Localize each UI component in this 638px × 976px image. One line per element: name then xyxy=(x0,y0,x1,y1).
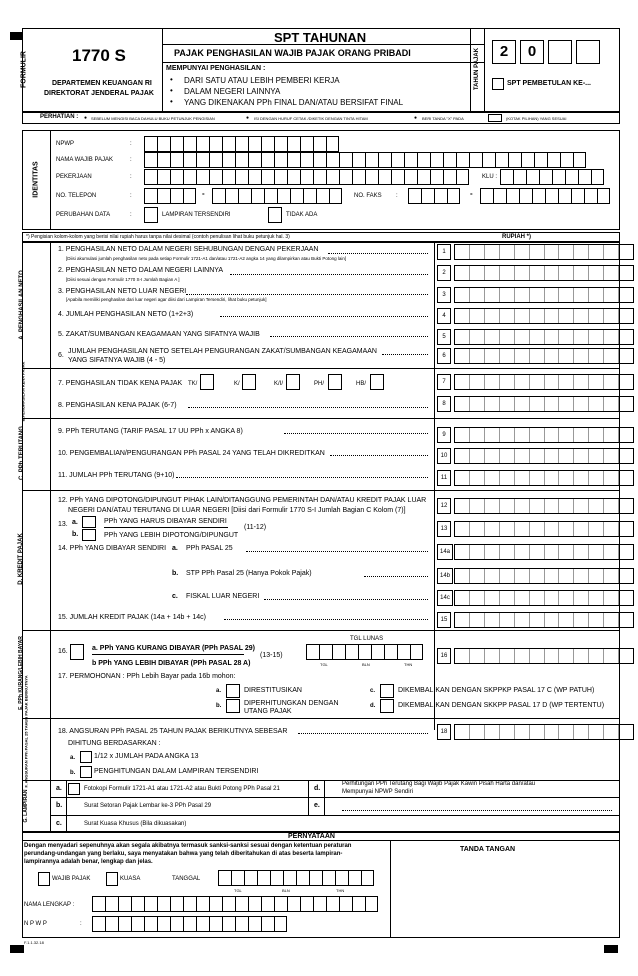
item-18a-label: 1/12 x JUMLAH PADA ANGKA 13 xyxy=(94,753,199,760)
line-number: 14c xyxy=(437,590,453,606)
line-number: 14b xyxy=(437,568,453,584)
tgl-lunas-label: TGL LUNAS xyxy=(350,636,384,642)
item-14a-label: PPh PASAL 25 xyxy=(186,545,233,552)
tax-year-digit-2[interactable]: 0 xyxy=(520,40,544,64)
colon: : xyxy=(130,157,132,163)
item-18-basis-label: DIHITUNG BERDASARKAN : xyxy=(68,740,161,747)
item-6-number: 6. xyxy=(58,352,64,359)
ptkp-tk-label: TK/ xyxy=(188,381,198,387)
ptkp-ph-input[interactable] xyxy=(328,374,342,390)
page-title: SPT TAHUNAN xyxy=(274,30,367,45)
pernyataan-text-3: lampirannya adalah benar, lengkap dan jelas. xyxy=(24,859,153,865)
item-14c-letter: c. xyxy=(172,593,178,600)
tanggal-input[interactable] xyxy=(218,870,374,886)
amount-16-input[interactable] xyxy=(454,648,634,664)
restitusi-checkbox[interactable] xyxy=(226,684,240,698)
colon: : xyxy=(130,141,132,147)
page-subtitle: PAJAK PENGHASILAN WAJIB PAJAK ORANG PRIBADI xyxy=(174,48,411,58)
lampiran-a-checkbox[interactable] xyxy=(68,783,80,795)
item-4-label: 4. JUMLAH PENGHASILAN NETO (1+2+3) xyxy=(58,311,194,318)
item-14c-label: FISKAL LUAR NEGERI xyxy=(186,593,260,600)
item-2-sub: [Diisi sesuai dengan Formulir 1770 S-I Jumlah Bagian A ] xyxy=(66,277,180,282)
line-number: 12 xyxy=(437,498,451,514)
ptkp-k-label: K/ xyxy=(234,381,240,387)
item-17c-label: DIKEMBALIKAN DENGAN SKPPKP PASAL 17 C (WP PATUH) xyxy=(398,687,595,694)
colon: : xyxy=(80,921,82,927)
item-1-label: 1. PENGHASILAN NETO DALAM NEGERI SEHUBUNGAN DENGAN PEKERJAAN xyxy=(58,246,319,253)
amount-14a-input[interactable] xyxy=(454,544,634,560)
colon: : xyxy=(130,212,132,218)
bln-label: BLN xyxy=(282,888,290,893)
item-14b-letter: b. xyxy=(172,570,179,577)
pernyataan-text-1: Dengan menyadari sepenuhnya akan segala akibatnya termasuk sanksi-sanksi sesuai dengan ketentuan peraturan xyxy=(24,843,352,849)
tgl-label: TGL xyxy=(320,662,328,667)
item-12-label: 12. PPh YANG DIPOTONG/DIPUNGUT PIHAK LAIN/DITANGGUNG PEMERINTAH DAN/ATAU KREDIT PAJAK LUAR xyxy=(58,497,427,504)
line-number: 15 xyxy=(437,612,451,628)
thn-label: THN xyxy=(336,888,345,893)
tax-year-digit-4[interactable] xyxy=(576,40,600,64)
checkbox-example xyxy=(488,114,502,122)
dash: - xyxy=(470,189,473,198)
bullet: ● xyxy=(246,115,250,121)
pernyataan-title: PERNYATAAN xyxy=(288,833,335,840)
perubahan-label: PERUBAHAN DATA xyxy=(56,212,111,218)
lampiran-c-letter: c. xyxy=(56,820,62,827)
lampiran-d-label: Perhitungan PPh Terutang Bagi Wajib Pajak Kawin Pisah Harta dan/atau xyxy=(342,781,536,787)
rupiah-note: *) Pengisian kolom-kolom yang berisi nilai rupiah harus tanpa nilai desimal (contoh penulisan lihat buku petunjuk hal. 3) xyxy=(26,234,290,240)
lampiran-a-letter: a. xyxy=(56,785,62,792)
item-13b-letter: b. xyxy=(72,531,79,538)
bullet: • xyxy=(170,97,173,106)
amount-11-input[interactable] xyxy=(454,470,634,486)
ptkp-ki-input[interactable] xyxy=(286,374,300,390)
tax-year-label: TAHUN PAJAK xyxy=(474,47,480,91)
item-16-number: 16. xyxy=(58,648,68,655)
item-16-checkbox[interactable] xyxy=(70,644,84,660)
directorate-name: DIREKTORAT JENDERAL PAJAK xyxy=(44,90,154,97)
item-11-label: 11. JUMLAH PPh TERUTANG (9+10) xyxy=(58,472,175,479)
nama-input[interactable] xyxy=(144,152,586,168)
amount-2-input[interactable] xyxy=(454,265,634,281)
line-number: 7 xyxy=(437,374,451,390)
formulir-label: FORMULIR xyxy=(20,51,28,88)
item-13a-checkbox[interactable] xyxy=(82,516,96,528)
line-number: 14a xyxy=(437,544,453,560)
item-17b-letter: b. xyxy=(216,703,222,709)
lampiran-d-letter: d. xyxy=(314,785,321,792)
bullet: • xyxy=(170,75,173,84)
line-number: 11 xyxy=(437,470,451,486)
amount-18-input[interactable] xyxy=(454,724,634,740)
item-17d-label: DIKEMBALIKAN DENGAN SKKPP PASAL 17 D (WP TERTENTU) xyxy=(398,702,605,709)
tanggal-label: TANGGAL xyxy=(172,876,201,882)
amount-1-input[interactable] xyxy=(454,244,634,260)
item-10-label: 10. PENGEMBALIAN/PENGURANGAN PPh PASAL 24 YANG TELAH DIKREDITKAN xyxy=(58,450,325,457)
lampiran-a-label: Fotokopi Formulir 1721-A1 atau 1721-A2 atau Bukti Potong PPh Pasal 21 xyxy=(84,786,280,792)
pernyataan-text-2: perundang-undangan yang berlaku, saya menyatakan bahwa yang telah diberitahukan di atas beserta lampiran- xyxy=(24,851,343,857)
income-heading: MEMPUNYAI PENGHASILAN : xyxy=(166,65,266,72)
income-option-2: DALAM NEGERI LAINNYA xyxy=(184,87,281,96)
lampiran-e-letter: e. xyxy=(314,802,320,809)
item-17b-label: DIPERHITUNGKAN DENGAN UTANG PAJAK xyxy=(244,700,339,715)
spt-pembetulan-checkbox[interactable] xyxy=(492,78,504,90)
item-18-label: 18. ANGSURAN PPh PASAL 25 TAHUN PAJAK BERIKUTNYA SEBESAR xyxy=(58,728,288,735)
bullet: ● xyxy=(414,115,418,121)
perhatian-label: PERHATIAN : xyxy=(40,114,79,120)
bullet: ● xyxy=(84,115,88,121)
item-6-label-b: YANG SIFATNYA WAJIB (4 - 5) xyxy=(68,357,166,364)
tidak-ada-checkbox[interactable] xyxy=(268,207,282,223)
amount-13-input[interactable] xyxy=(454,521,634,537)
item-18b-letter: b. xyxy=(70,770,76,776)
item-5-label: 5. ZAKAT/SUMBANGAN KEAGAMAAN YANG SIFATNYA WAJIB xyxy=(58,331,260,338)
corner-mark xyxy=(10,945,24,953)
line-number: 1 xyxy=(437,244,451,260)
amount-3-input[interactable] xyxy=(454,287,634,303)
amount-9-input[interactable] xyxy=(454,427,634,443)
bullet: • xyxy=(170,86,173,95)
nama-lengkap-label: NAMA LENGKAP : xyxy=(24,902,75,908)
tanda-tangan-label: TANDA TANGAN xyxy=(460,846,516,853)
item-13-number: 13. xyxy=(58,521,68,528)
perhatian-note-2: ISI DENGAN HURUF CETAK /DIKETIK DENGAN TINTA HITAM xyxy=(254,116,368,121)
skkpp-checkbox[interactable] xyxy=(380,699,394,713)
line-number: 3 xyxy=(437,287,451,303)
spt-pembetulan-label: SPT PEMBETULAN KE-... xyxy=(507,80,592,87)
lampiran-d-label-b: Mempunyai NPWP Sendiri xyxy=(342,789,413,795)
npwp-kuasa-input[interactable] xyxy=(92,916,287,932)
item-3-label: 3. PENGHASILAN NETO LUAR NEGERI xyxy=(58,288,187,295)
line-number: 6 xyxy=(437,348,451,364)
line-number: 2 xyxy=(437,265,451,281)
lampiran-b-label: Surat Setoran Pajak Lembar ke-3 PPh Pasal 29 xyxy=(84,803,212,809)
lampiran-c-label: Surat Kuasa Khusus (Bila dikuasakan) xyxy=(84,821,187,827)
lampiran-b-letter: b. xyxy=(56,802,63,809)
form-code: 1770 S xyxy=(72,46,126,65)
basis-lampiran-checkbox[interactable] xyxy=(80,766,92,778)
dash: - xyxy=(202,189,205,198)
amount-4-input[interactable] xyxy=(454,308,634,324)
item-8-label: 8. PENGHASILAN KENA PAJAK (6-7) xyxy=(58,402,177,409)
amount-14c-input[interactable] xyxy=(454,590,634,606)
item-13a-letter: a. xyxy=(72,519,78,526)
income-option-1: DARI SATU ATAU LEBIH PEMBERI KERJA xyxy=(184,76,340,85)
wajib-pajak-label: WAJIB PAJAK xyxy=(52,876,91,882)
section-d-label: D. KREDIT PAJAK xyxy=(18,533,24,585)
nama-label: NAMA WAJIB PAJAK xyxy=(56,157,114,163)
ptkp-hb-label: HB/ xyxy=(356,381,367,387)
basis-1-12-checkbox[interactable] xyxy=(80,751,92,763)
skppkp-checkbox[interactable] xyxy=(380,684,394,698)
tidak-ada-label: TIDAK ADA xyxy=(286,212,318,218)
colon: : xyxy=(130,174,132,180)
tax-year-digit-1[interactable]: 2 xyxy=(492,40,516,64)
ptkp-hb-input[interactable] xyxy=(370,374,384,390)
nama-lengkap-input[interactable] xyxy=(92,896,378,912)
item-3-sub: [Apabila memiliki penghasilan dari luar negeri agar diisi dari Lampiran Tersendiri, lihat buku petunjuk] xyxy=(66,297,267,302)
faks-number-input[interactable] xyxy=(480,188,610,204)
colon: : xyxy=(396,193,398,199)
item-14a-letter: a. xyxy=(172,545,178,552)
item-17c-letter: c. xyxy=(370,688,376,694)
rupiah-header: RUPIAH *) xyxy=(502,234,532,240)
perhatian-note-3: BERI TANDA "X" PADA xyxy=(422,116,464,121)
item-17-label: 17. PERMOHONAN : PPh Lebih Bayar pada 16b mohon: xyxy=(58,673,236,680)
telepon-label: NO. TELEPON xyxy=(56,193,97,199)
colon: : xyxy=(130,193,132,199)
ptkp-tk-input[interactable] xyxy=(200,374,214,390)
item-16-formula: (13-15) xyxy=(260,652,283,659)
item-16a-label: a. PPh YANG KURANG DIBAYAR (PPh PASAL 29) xyxy=(92,645,255,652)
item-17a-label: DIRESTITUSIKAN xyxy=(244,687,302,694)
item-12-label-b: NEGERI DAN/ATAU TERUTANG DI LUAR NEGERI [Diisi dari Formulir 1770 S-I Jumlah Bagian C Kolom (7)] xyxy=(68,507,406,514)
item-13b-label: PPh YANG LEBIH DIPOTONG/DIPUNGUT xyxy=(104,532,239,539)
tax-year-digit-3[interactable] xyxy=(548,40,572,64)
item-6-label: JUMLAH PENGHASILAN NETO SETELAH PENGURANGAN ZAKAT/SUMBANGAN KEAGAMAAN xyxy=(68,348,377,355)
perhatian-note-1: SEBELUM MENGISI BACA DAHULU BUKU PETUNJUK PENGISIAN xyxy=(91,116,215,121)
faks-area-input[interactable] xyxy=(408,188,460,204)
item-9-label: 9. PPh TERUTANG (TARIF PASAL 17 UU PPh x ANGKA 8) xyxy=(58,428,243,435)
ptkp-ph-label: PH/ xyxy=(314,381,325,387)
amount-5-input[interactable] xyxy=(454,329,634,345)
bln-label: BLN xyxy=(362,662,370,667)
npwp-label: NPWP xyxy=(56,141,74,147)
ptkp-ki-label: K/I/ xyxy=(274,381,284,387)
wajib-pajak-checkbox[interactable] xyxy=(38,872,50,886)
income-option-3: YANG DIKENAKAN PPh FINAL DAN/ATAU BERSIFAT FINAL xyxy=(184,98,404,107)
kuasa-label: KUASA xyxy=(120,876,141,882)
perhatian-note-4: (KOTAK PILIHAN) YANG SESUAI xyxy=(506,116,567,121)
ptkp-k-input[interactable] xyxy=(242,374,256,390)
item-18b-label: PENGHITUNGAN DALAM LAMPIRAN TERSENDIRI xyxy=(94,768,259,775)
item-17a-letter: a. xyxy=(216,688,222,694)
thn-label: THN xyxy=(404,662,413,667)
item-2-label: 2. PENGHASILAN NETO DALAM NEGERI LAINNYA xyxy=(58,267,224,274)
item-14b-label: STP PPh Pasal 25 (Hanya Pokok Pajak) xyxy=(186,570,312,577)
pekerjaan-label: PEKERJAAN xyxy=(56,174,92,180)
dept-name: DEPARTEMEN KEUANGAN RI xyxy=(52,80,152,87)
line-number: 10 xyxy=(437,448,451,464)
item-7-label: 7. PENGHASILAN TIDAK KENA PAJAK xyxy=(58,380,183,387)
item-14-label: 14. PPh YANG DIBAYAR SENDIRI xyxy=(58,545,167,552)
section-b-label: B.PENGHASILAN KENA PAJAK xyxy=(20,361,26,422)
line-number: 5 xyxy=(437,329,451,345)
diperhitungkan-checkbox[interactable] xyxy=(226,699,240,713)
line-number: 16 xyxy=(437,648,451,664)
klu-input[interactable] xyxy=(500,169,604,185)
faks-label: NO. FAKS xyxy=(354,193,382,199)
line-number: 8 xyxy=(437,396,451,412)
telepon-number-input[interactable] xyxy=(212,188,342,204)
item-13-formula: (11-12) xyxy=(244,524,267,531)
lampiran-tersendiri-checkbox[interactable] xyxy=(144,207,158,223)
amount-6-input[interactable] xyxy=(454,348,634,364)
form-footer-code: F.1.1.32.18 xyxy=(24,940,44,945)
telepon-area-input[interactable] xyxy=(144,188,196,204)
line-number: 18 xyxy=(437,724,451,740)
item-17d-letter: d. xyxy=(370,703,376,709)
lampiran-tersendiri-label: LAMPIRAN TERSENDIRI xyxy=(162,212,231,218)
tgl-lunas-input[interactable] xyxy=(306,644,423,660)
item-1-sub: [Diisi akumulasi jumlah penghasilan neto pada setiap Formulir 1721-A1 dan/atau 1721-A2 angka 14 yang dilampirkan atau Bukti Potong lain] xyxy=(66,256,347,261)
npwp-input[interactable] xyxy=(144,136,339,152)
pekerjaan-input[interactable] xyxy=(144,169,469,185)
section-e-label: E. PPh KURANG/LEBIH BAYAR xyxy=(18,636,24,710)
amount-7-input[interactable] xyxy=(454,374,634,390)
amount-8-input[interactable] xyxy=(454,396,634,412)
section-c-label: C. PPh TERUTANG xyxy=(19,426,25,480)
amount-14b-input[interactable] xyxy=(454,568,634,584)
line-number: 4 xyxy=(437,308,451,324)
corner-mark xyxy=(604,945,618,953)
amount-10-input[interactable] xyxy=(454,448,634,464)
amount-12-input[interactable] xyxy=(454,498,634,514)
npwp-kuasa-label: N P W P xyxy=(24,921,47,927)
item-13b-checkbox[interactable] xyxy=(82,529,96,541)
item-18a-letter: a. xyxy=(70,755,76,761)
item-13a-label: PPh YANG HARUS DIBAYAR SENDIRI xyxy=(104,518,227,525)
section-f-label: F. ANGSURAN PPh PASAL 25 TAHUN PAJAK BERIKUTNYA xyxy=(23,675,29,788)
identitas-section-label: IDENTITAS xyxy=(32,161,40,198)
section-a-label: A. PENGHASILAN NETO xyxy=(19,270,25,340)
section-g-label: G. LAMPIRAN xyxy=(23,789,29,823)
line-number: 9 xyxy=(437,427,451,443)
item-16b-label: b PPh YANG LEBIH DIBAYAR (PPh PASAL 28 A) xyxy=(92,660,251,667)
tgl-label: TGL xyxy=(234,888,242,893)
kuasa-checkbox[interactable] xyxy=(106,872,118,886)
amount-15-input[interactable] xyxy=(454,612,634,628)
klu-label: KLU : xyxy=(482,174,498,180)
item-15-label: 15. JUMLAH KREDIT PAJAK (14a + 14b + 14c) xyxy=(58,614,206,621)
line-number: 13 xyxy=(437,521,451,537)
